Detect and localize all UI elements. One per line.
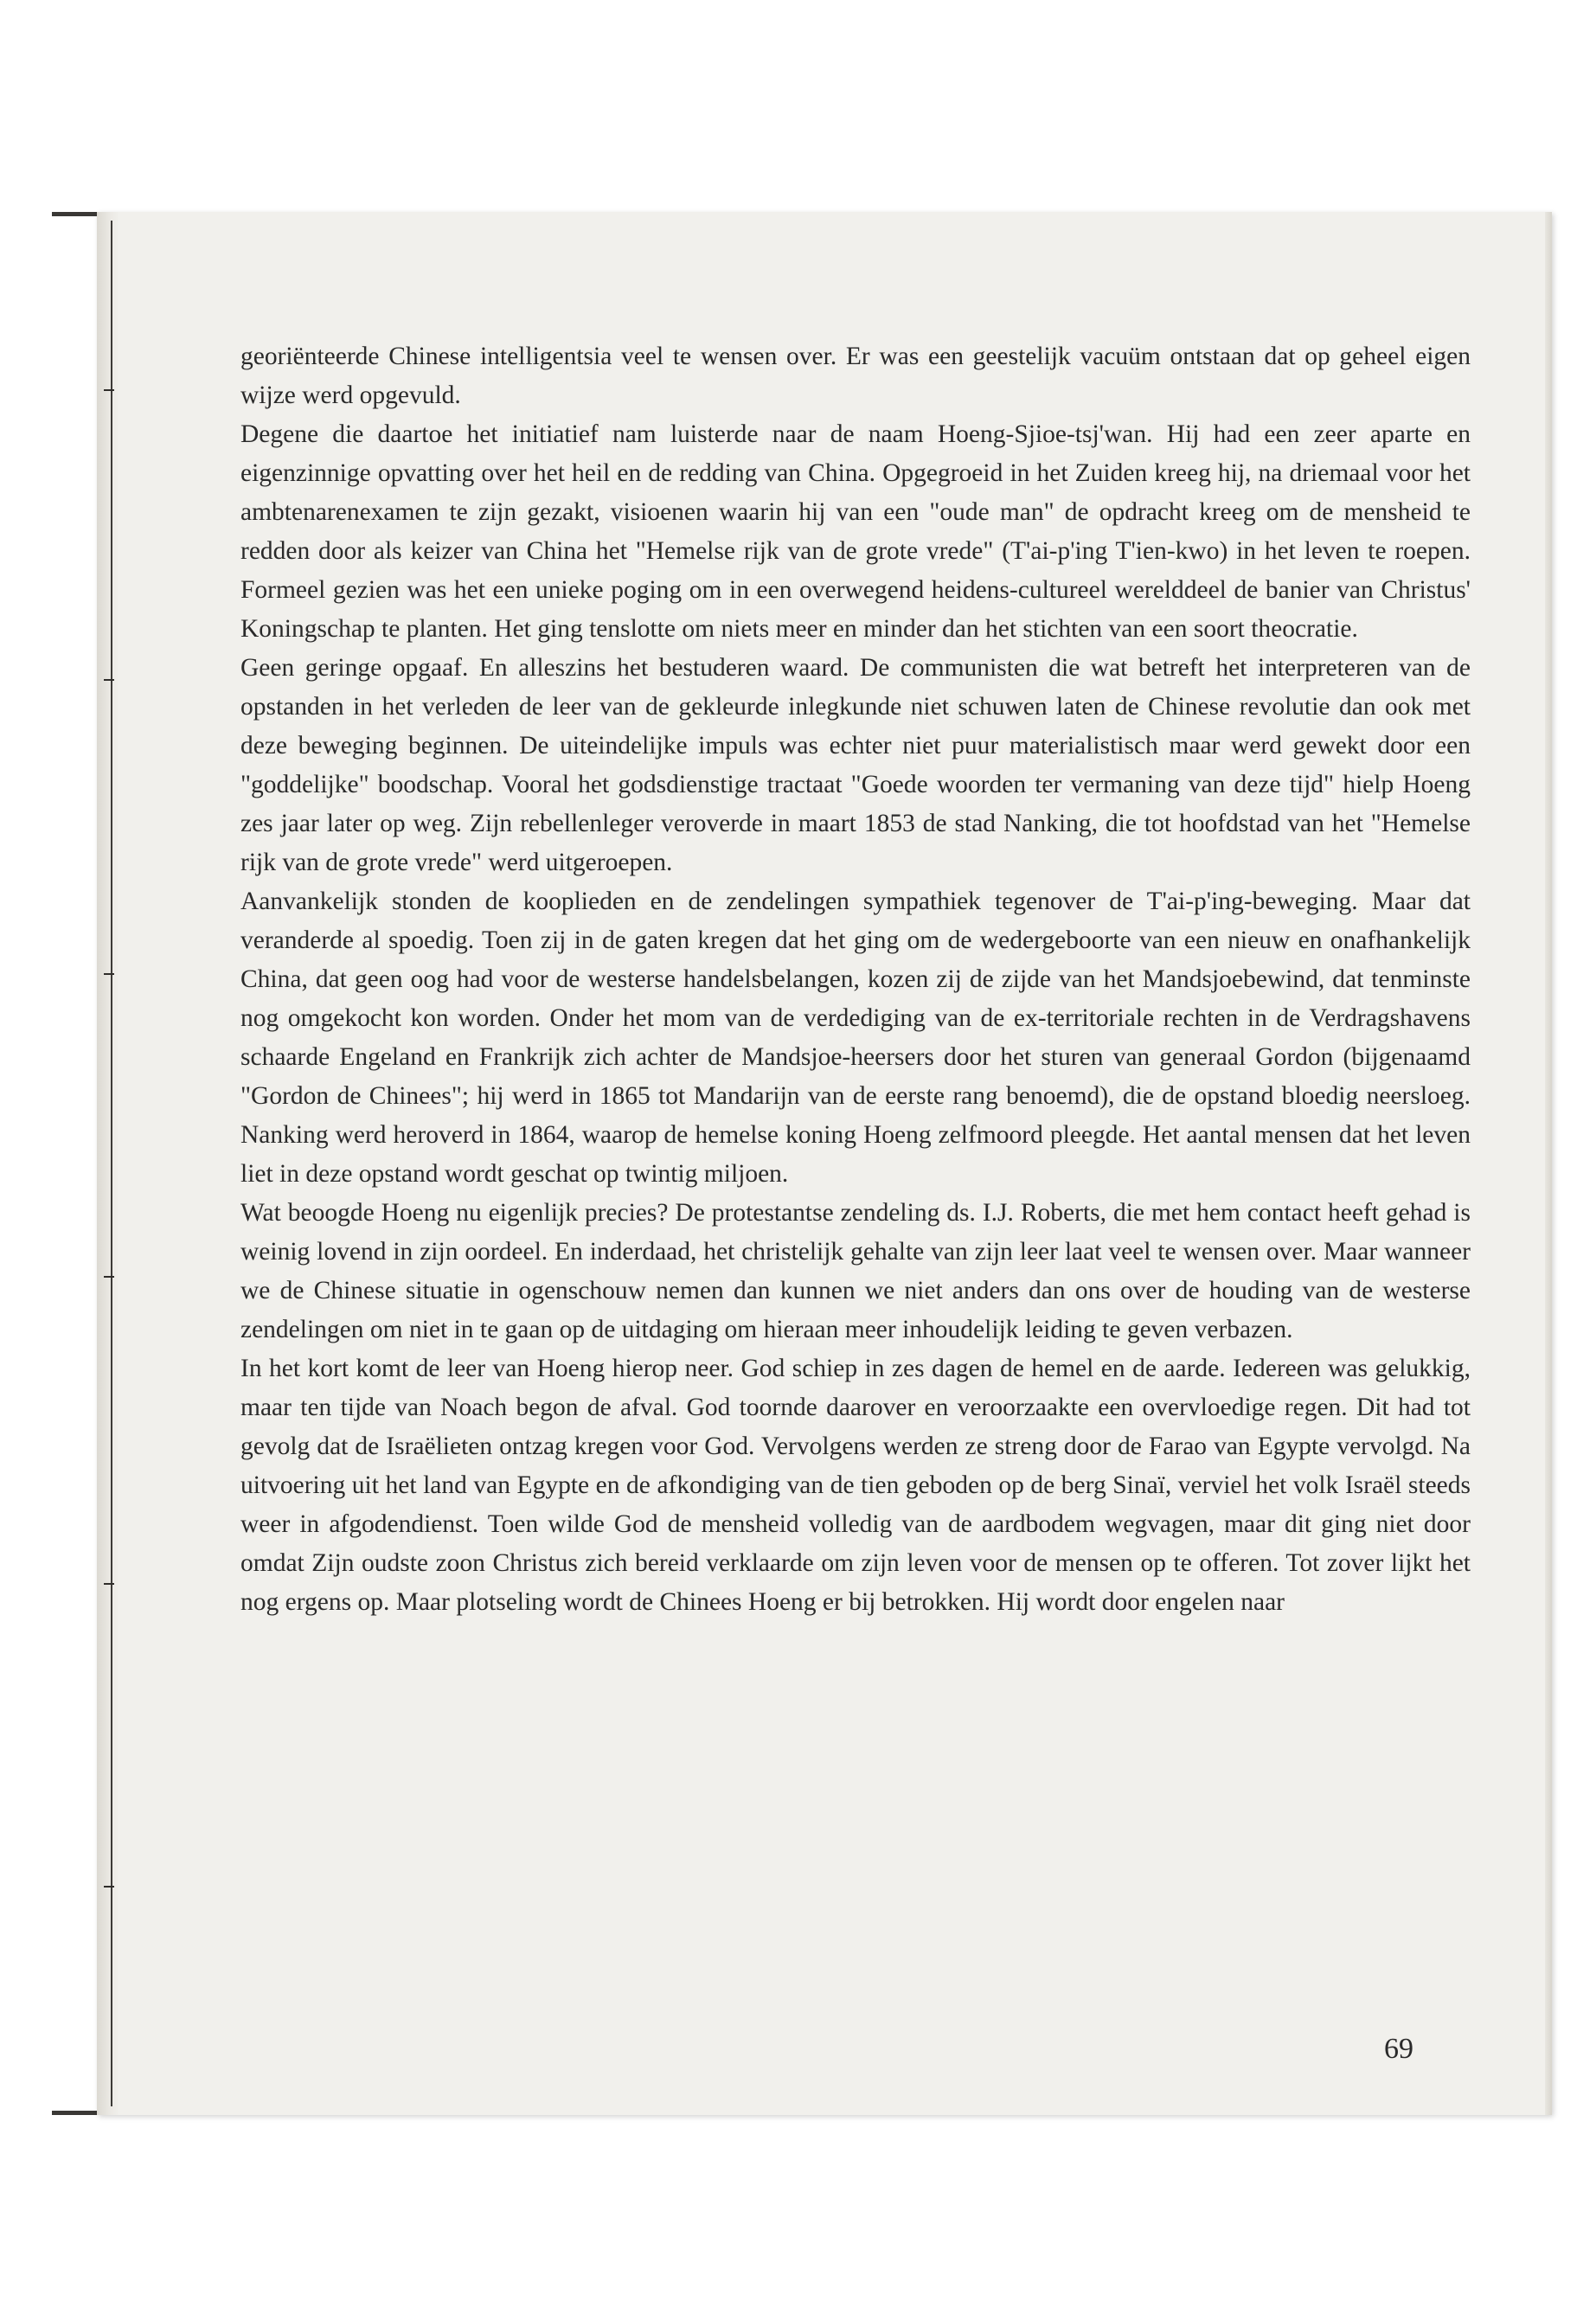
paragraph: Degene die daartoe het initiatief nam luisterde naar de naam Hoeng-Sjioe-tsj'wan. Hij had een zeer aparte en eigenzinnige opvatting over het heil en de redding van China. Opgegroeid in het Zuiden kreeg hij, na driemaal voor het ambtenarenexamen te zijn gezakt, visioenen waarin hij van een "oude man" de opdracht kreeg om de mensheid te redden door als keizer van China het "Hemelse rijk van de grote vrede" (T'ai-p'ing T'ien-kwo) in het leven te roepen. Formeel gezien was het een unieke poging om in een overwegend heidens-cultureel werelddeel de banier van Christus' Koningschap te planten. Het ging tenslotte om niets meer en minder dan het stichten van een soort theocratie. bbox=[240, 420, 1471, 643]
binding-stitch bbox=[104, 1886, 114, 1888]
page-top-edge bbox=[52, 212, 104, 216]
paragraph: Wat beoogde Hoeng nu eigenlijk precies? De protestantse zendeling ds. I.J. Roberts, die met hem contact heeft gehad is weinig lovend in zijn oordeel. En inderdaad, het christelijk gehalte van zijn leer laat veel te wensen over. Maar wanneer we de Chinese situatie in ogenschouw nemen dan kunnen we niet anders dan ons over de houding van de westerse zendelingen om niet in te gaan op de uitdaging om hieraan meer inhoudelijk leiding te geven verbazen. bbox=[240, 1199, 1471, 1343]
paragraph: In het kort komt de leer van Hoeng hierop neer. God schiep in zes dagen de hemel en de aarde. Iedereen was gelukkig, maar ten tijde van Noach begon de afval. God toornde daarover en veroorzaakte een overvloedige regen. Dit had tot gevolg dat de Israëlieten ontzag kregen voor God. Vervolgens werden ze streng door de Farao van Egypte vervolgd. Na uitvoering uit het land van Egypte en de afkondiging van de tien geboden op de berg Sinaï, verviel het volk Israël steeds weer in afgodendienst. Toen wilde God de mensheid volledig van de aardbodem wegvagen, maar dit ging niet door omdat Zijn oudste zoon Christus zich bereid verklaarde om zijn leven voor de mensen op te offeren. Tot zover lijkt het nog ergens op. Maar plotseling wordt de Chinees Hoeng er bij betrokken. Hij wordt door engelen naar bbox=[240, 1355, 1471, 1616]
binding-stitch bbox=[104, 389, 114, 391]
body-text bbox=[240, 337, 1471, 1622]
page-bottom-edge bbox=[52, 2111, 104, 2115]
binding-stitch bbox=[104, 1276, 114, 1278]
binding-stitch bbox=[104, 1583, 114, 1585]
binding-stitch bbox=[104, 973, 114, 975]
page-number: 69 bbox=[1384, 2033, 1413, 2065]
paragraph: Geen geringe opgaaf. En alleszins het bestuderen waard. De communisten die wat betreft het interpreteren van de opstanden in het verleden de leer van de gekleurde inlegkunde niet schuwen laten de Chinese revolutie dan ook met deze beweging beginnen. De uiteindelijke impuls was echter niet puur materialistisch maar werd gewekt door een "goddelijke" boodschap. Vooral het godsdienstige tractaat "Goede woorden ter vermaning van deze tijd" hielp Hoeng zes jaar later op weg. Zijn rebellenleger veroverde in maart 1853 de stad Nanking, die tot hoofdstad van het "Hemelse rijk van de grote vrede" werd uitgeroepen. bbox=[240, 654, 1471, 876]
paragraph: Aanvankelijk stonden de kooplieden en de zendelingen sympathiek tegenover de T'ai-p'ing-beweging. Maar dat veranderde al spoedig. Toen zij in de gaten kregen dat het ging om de wedergeboorte van een nieuw en onafhankelijk China, dat geen oog had voor de westerse handelsbelangen, kozen zij de zijde van het Mandsjoebewind, dat tenminste nog omgekocht kon worden. Onder het mom van de verdediging van de ex-territoriale rechten in de Verdragshavens schaarde Engeland en Frankrijk zich achter de Mandsjoe-heersers door het sturen van generaal Gordon (bijgenaamd "Gordon de Chinees"; hij werd in 1865 tot Mandarijn van de eerste rang benoemd), die de opstand bloedig neersloeg. Nanking werd heroverd in 1864, waarop de hemelse koning Hoeng zelfmoord pleegde. Het aantal mensen dat het leven liet in deze opstand wordt geschat op twintig miljoen. bbox=[240, 888, 1471, 1188]
book-spine bbox=[97, 212, 119, 2115]
paragraph: georiënteerde Chinese intelligentsia veel te wensen over. Er was een geestelijk vacuüm ontstaan dat op geheel eigen wijze werd opgevuld. bbox=[240, 343, 1471, 409]
page-fore-edge bbox=[1545, 212, 1552, 2115]
binding-stitch bbox=[104, 679, 114, 681]
book-page bbox=[97, 212, 1552, 2115]
binding-thread bbox=[111, 221, 112, 2106]
